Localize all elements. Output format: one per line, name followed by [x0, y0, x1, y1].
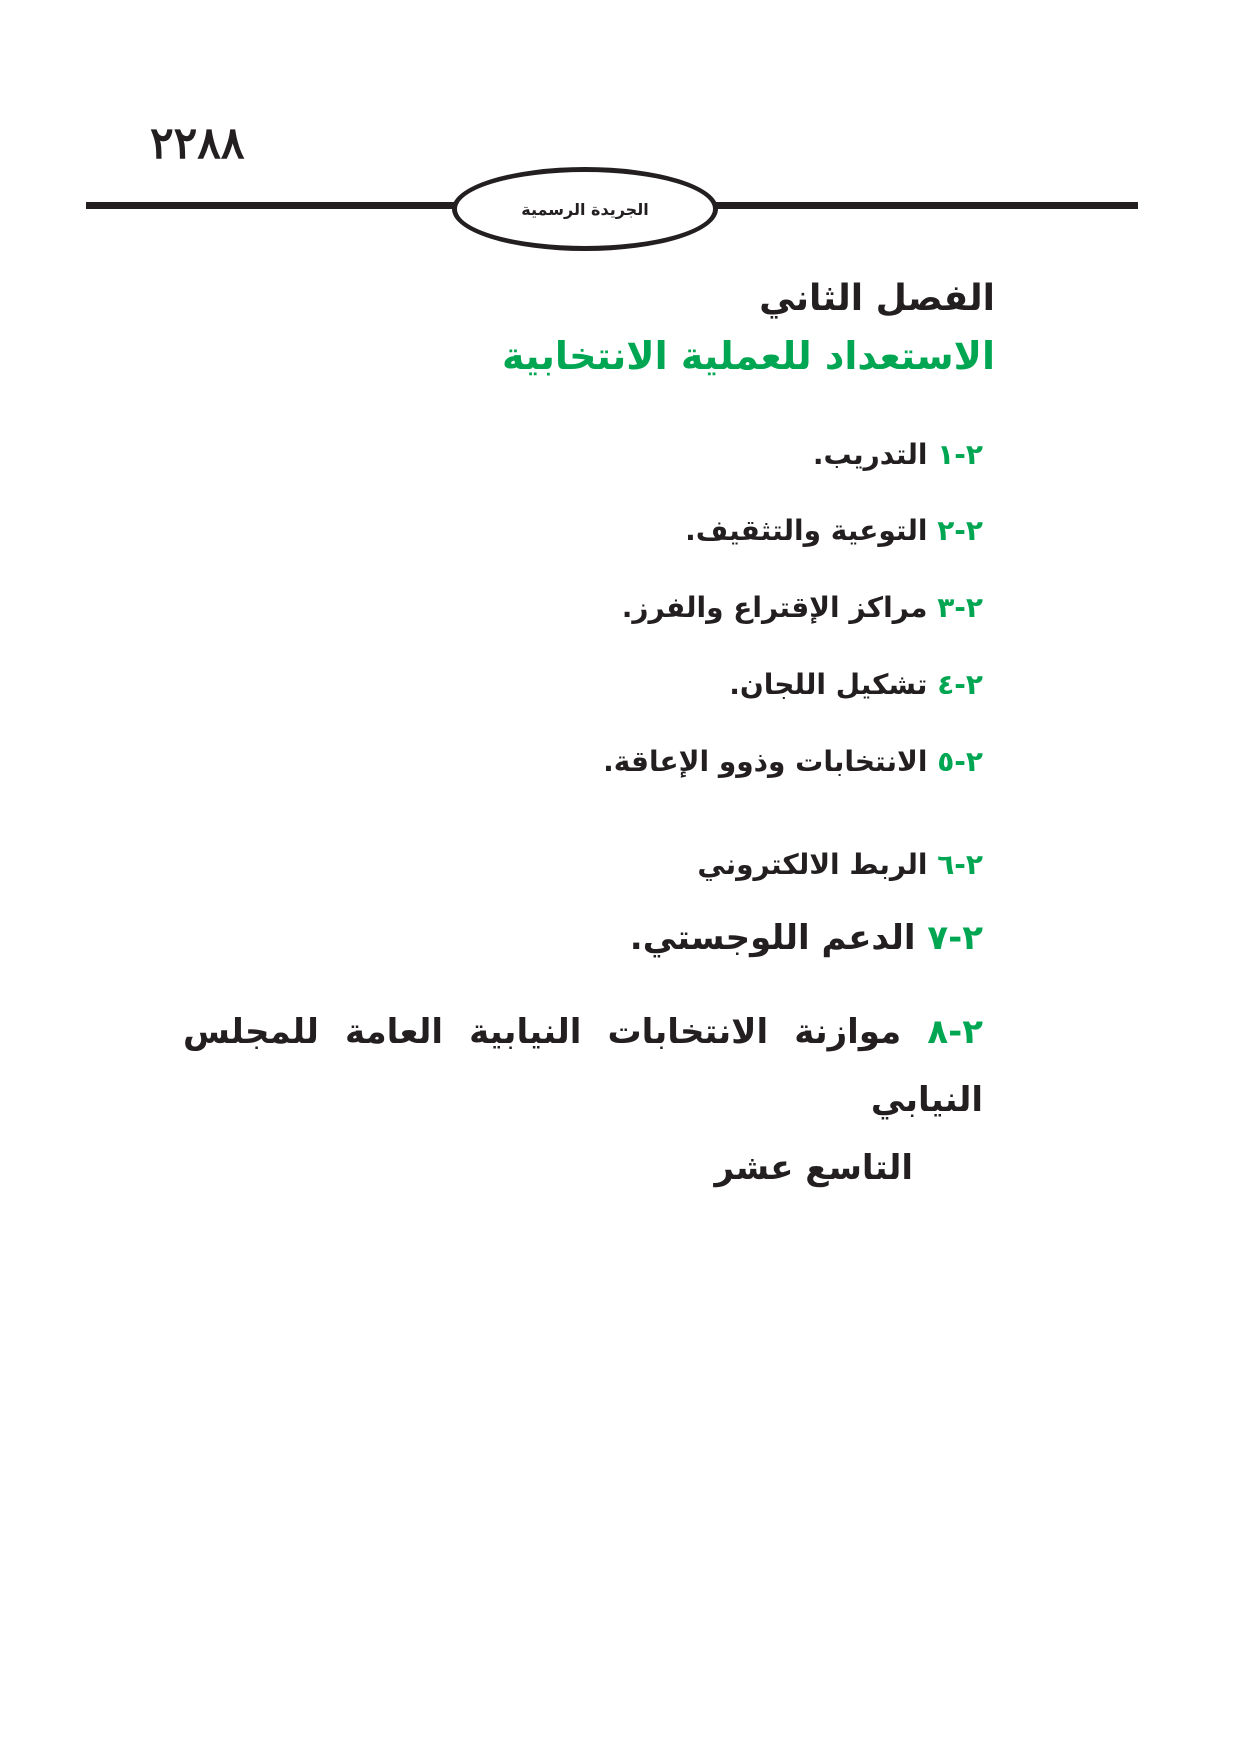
- gazette-badge: [452, 167, 718, 251]
- toc-item: [697, 848, 983, 881]
- toc-item: [729, 668, 983, 701]
- toc-item: [183, 998, 983, 1202]
- toc-item: [603, 745, 983, 778]
- toc-item-text: الربط الالكتروني: [697, 848, 928, 881]
- toc-item-number: ٢-٦: [937, 848, 983, 881]
- toc-item-text: التوعية والتثقيف.: [685, 514, 928, 547]
- toc-item-text: التدريب.: [812, 438, 928, 471]
- toc-item: [630, 918, 983, 958]
- toc-item-text: موازنة الانتخابات النيابية العامة للمجلس النيابي: [183, 1012, 983, 1120]
- toc-item-number: ٢-١: [937, 438, 983, 471]
- chapter-label: الفصل الثاني: [759, 278, 995, 319]
- toc-item-number: ٢-٤: [937, 668, 983, 701]
- gazette-name: الجريدة الرسمية: [521, 199, 649, 219]
- chapter-title: الاستعداد للعملية الانتخابية: [502, 334, 995, 378]
- page-number: ٢٢٨٨: [150, 119, 245, 168]
- toc-item-text-continued: التاسع عشر: [714, 1148, 913, 1188]
- toc-item-number: ٢-٧: [927, 918, 983, 958]
- toc-item-number: ٢-٥: [937, 745, 983, 778]
- toc-item-number: ٢-٣: [937, 591, 983, 624]
- toc-item: [685, 514, 983, 547]
- toc-item-text: الانتخابات وذوو الإعاقة.: [603, 745, 928, 778]
- toc-item-text: تشكيل اللجان.: [729, 668, 928, 701]
- toc-item-text: مراكز الإقتراع والفرز.: [621, 591, 928, 624]
- toc-item-number: ٢-٢: [937, 514, 983, 547]
- toc-item: [813, 438, 983, 471]
- toc-item-number: ٢-٨: [927, 1012, 983, 1052]
- toc-item: [622, 591, 983, 624]
- toc-item-text: الدعم اللوجستي.: [629, 918, 916, 958]
